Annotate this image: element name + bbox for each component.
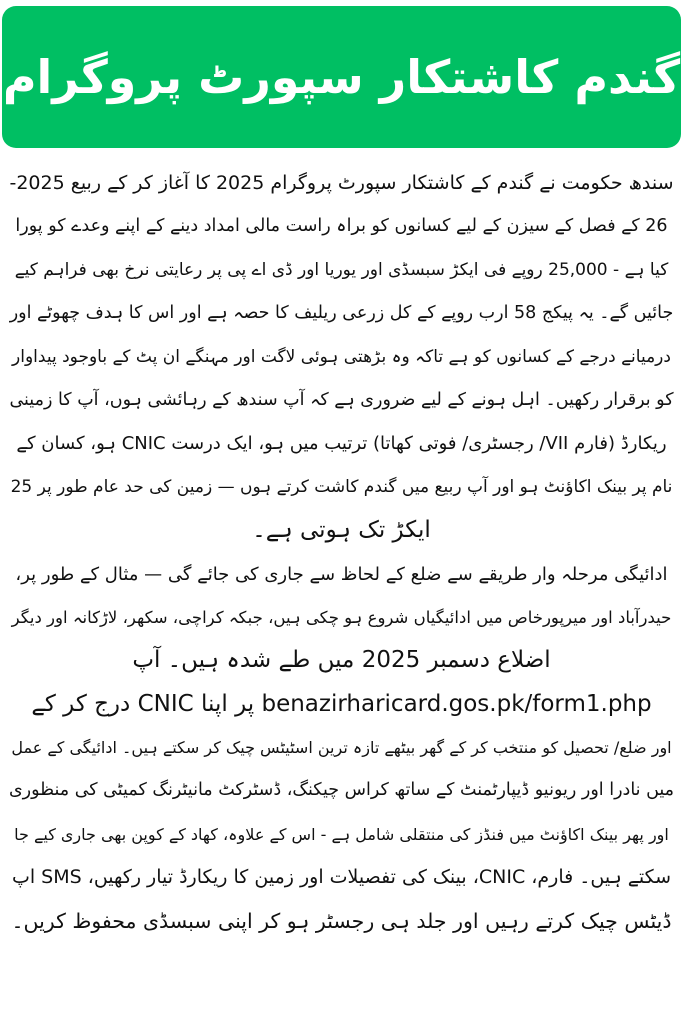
article-line: جائیں گے۔ یہ پیکج 58 ارب روپے کے کل زرعی ریلیف کا حصہ ہے اور اس کا ہدف چھوٹے اور bbox=[9, 303, 674, 324]
article-line: ادائیگی مرحلہ وار طریقے سے ضلع کے لحاظ سے جاری کی جائے گی — مثال کے طور پر، bbox=[15, 563, 668, 585]
article-line: ریکارڈ (فارم VII/ رجسٹری/ فوتی کھاتا) ترتیب میں ہو، ایک درست CNIC ہو، کسان کے bbox=[16, 433, 667, 455]
article-line: حیدرآباد اور میرپورخاص میں ادائیگیاں شروع ہو چکی ہیں، جبکہ کراچی، سکھر، لاڑکانہ اور دیگر bbox=[11, 607, 672, 627]
title-banner bbox=[2, 6, 681, 148]
article-line: ڈیٹس چیک کرتے رہیں اور جلد ہی رجسٹر ہو کر اپنی سبسڈی محفوظ کریں۔ bbox=[11, 908, 672, 933]
article-line: میں نادرا اور ریونیو ڈیپارٹمنٹ کے ساتھ کراس چیکنگ، ڈسٹرکٹ مانیٹرنگ کمیٹی کی منظوری bbox=[8, 780, 675, 801]
article-line: کو برقرار رکھیں۔ اہل ہونے کے لیے ضروری ہے کہ آپ سندھ کے رہائشی ہوں، آپ کا زمینی bbox=[9, 389, 674, 410]
article-line: نام پر بینک اکاؤنٹ ہو اور آپ ربیع میں گندم کاشت کرتے ہوں — زمین کی حد عام طور پر 25 bbox=[10, 476, 673, 497]
page-title: گندم کاشتکار سپورٹ پروگرام bbox=[2, 50, 681, 104]
article-line: سکتے ہیں۔ فارم، CNIC، بینک کی تفصیلات اور زمین کا ریکارڈ تیار رکھیں، SMS اپ bbox=[11, 866, 672, 889]
article-line: اور پھر بینک اکاؤنٹ میں فنڈز کی منتقلی شامل ہے - اس کے علاوہ، کھاد کے کوپن بھی جاری کیے جا bbox=[14, 824, 669, 844]
article-body bbox=[8, 162, 675, 943]
article-line: اور ضلع/ تحصیل کو منتخب کر کے گھر بیٹھے تازہ ترین اسٹیٹس چیک کر سکتے ہیں۔ ادائیگی کے عمل bbox=[11, 738, 672, 758]
article-line: درمیانے درجے کے کسانوں کو ہے تاکہ وہ بڑھتی ہوئی لاگت اور مہنگے ان پٹ کے باوجود پیداوار bbox=[12, 346, 671, 367]
article-line: ایکڑ تک ہوتی ہے۔ bbox=[252, 517, 431, 544]
article-line: سندھ حکومت نے گندم کے کاشتکار سپورٹ پروگرام 2025 کا آغاز کر کے ربیع 2025- bbox=[9, 172, 674, 194]
article-line: 26 کے فصل کے سیزن کے لیے کسانوں کو براہ راست مالی امداد دینے کے اپنے وعدے کو پورا bbox=[15, 216, 668, 237]
article-line: اضلاع دسمبر 2025 میں طے شدہ ہیں۔ آپ bbox=[132, 647, 551, 674]
article-line: کیا ہے - 25,000 روپے فی ایکڑ سبسڈی اور یوریا اور ڈی اے پی پر رعایتی نرخ بھی فراہم کیے bbox=[14, 259, 669, 280]
article-line-url: benazirharicard.gos.pk/form1.php پر اپنا CNIC درج کر کے bbox=[31, 690, 652, 717]
